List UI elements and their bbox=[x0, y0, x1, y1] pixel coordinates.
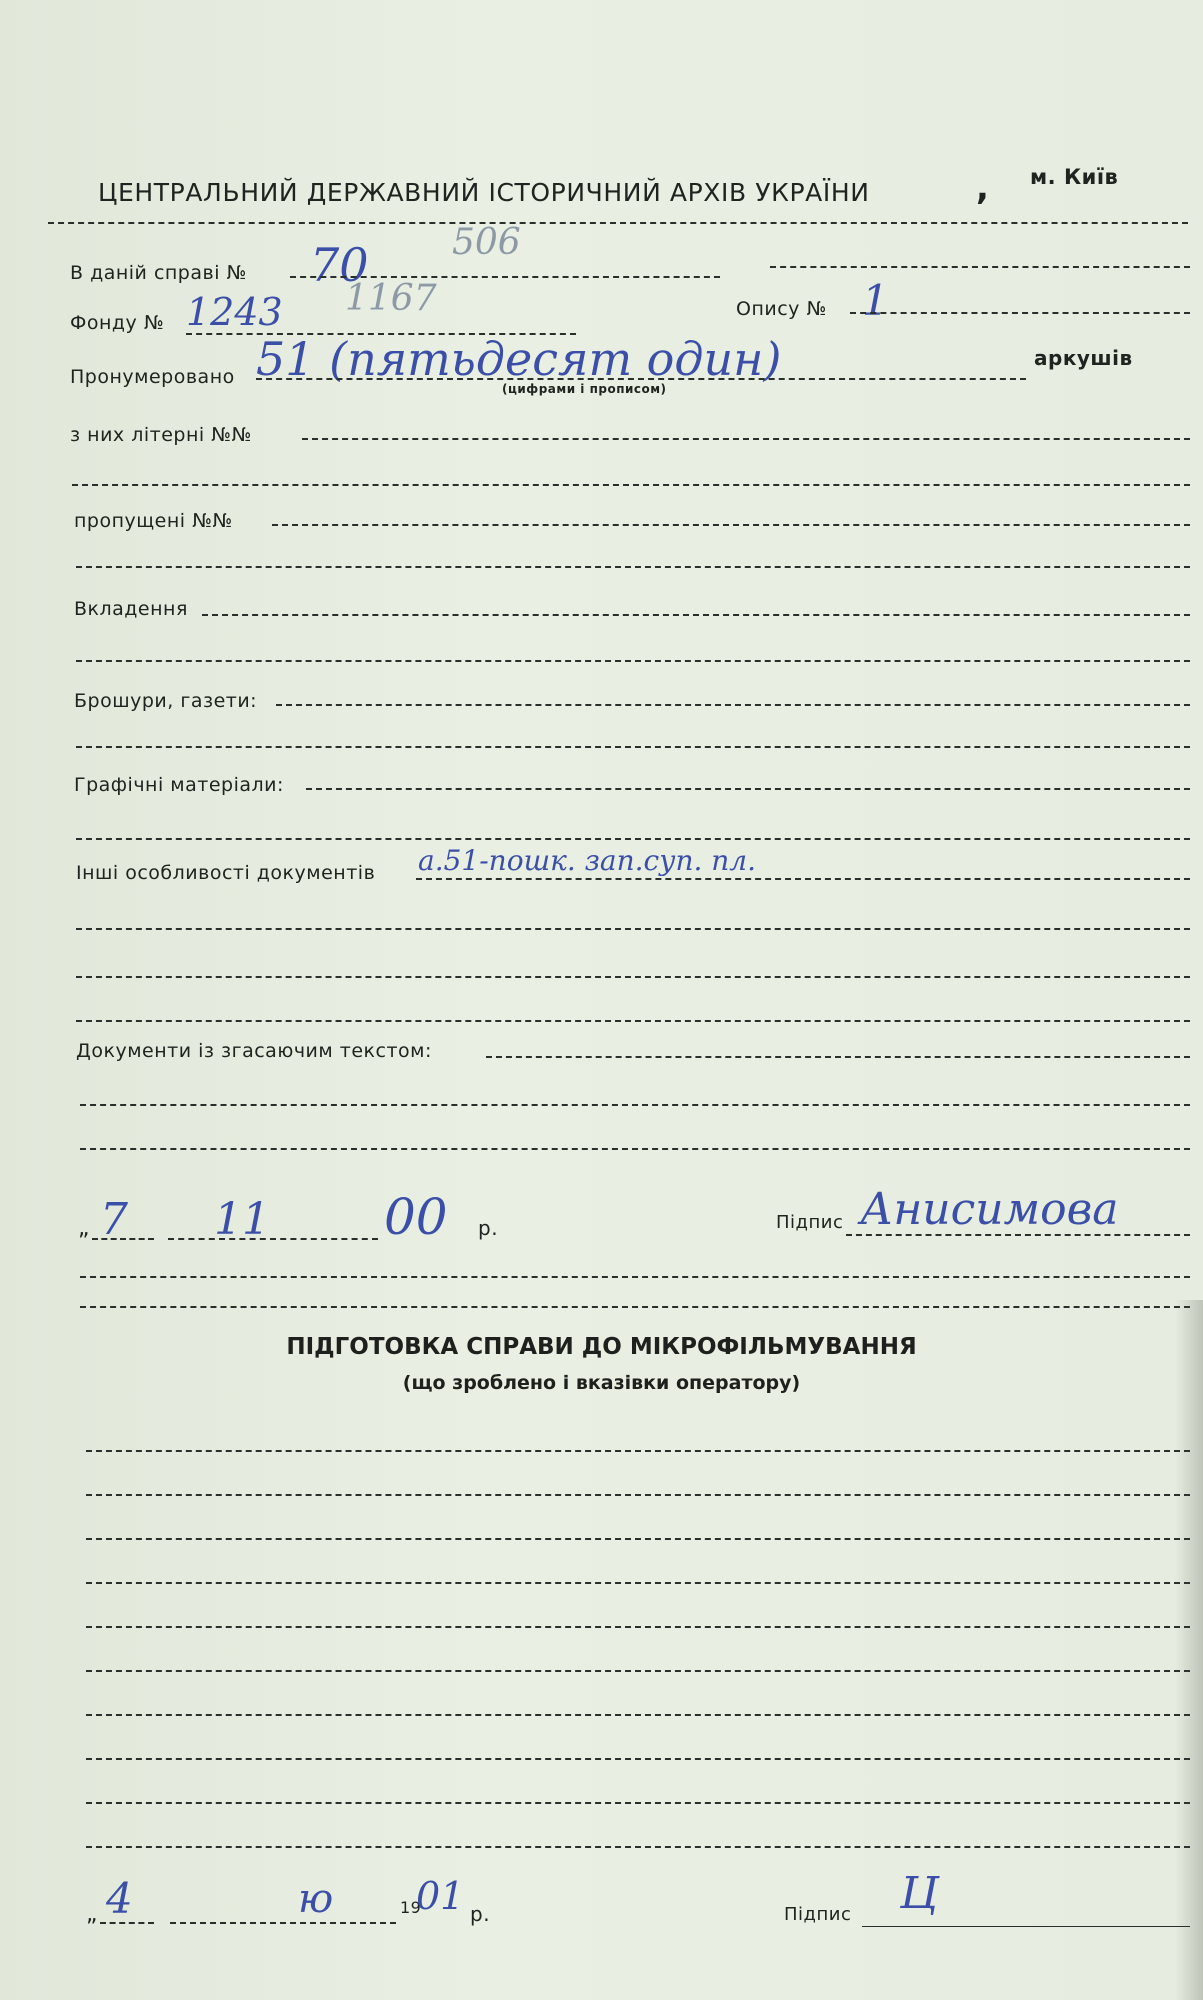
case-number-pencil: 506 bbox=[452, 222, 521, 263]
letter-numbers-rule bbox=[302, 438, 1190, 440]
date2-year-hand: 01 bbox=[416, 1874, 465, 1918]
date2-month: ю bbox=[298, 1876, 334, 1922]
date2-day: 4 bbox=[106, 1874, 133, 1923]
sign1-label: Підпис bbox=[776, 1212, 844, 1233]
fond-number: 1243 bbox=[186, 290, 283, 334]
date2-year-printed: 19 bbox=[400, 1898, 422, 1917]
instructions-rule-9 bbox=[86, 1802, 1190, 1804]
sign2-value: Ц bbox=[900, 1868, 939, 1919]
paper-fold-shadow bbox=[1175, 1300, 1203, 2000]
date1-year-suffix: р. bbox=[478, 1216, 499, 1240]
numbered-rule bbox=[256, 378, 1026, 380]
city-label: м. Київ bbox=[1030, 165, 1119, 189]
brochures-label: Брошури, газети: bbox=[74, 690, 258, 712]
archive-name: ЦЕНТРАЛЬНИЙ ДЕРЖАВНИЙ ІСТОРИЧНИЙ АРХІВ УКРАЇНИ bbox=[98, 178, 870, 207]
skipped-rule bbox=[272, 524, 1190, 526]
attachments-rule-2 bbox=[76, 660, 1190, 662]
skipped-rule-2 bbox=[76, 566, 1190, 568]
date2-quote-mark: „ bbox=[86, 1902, 98, 1927]
sheets-label: аркушів bbox=[1034, 346, 1133, 370]
date-quote-mark: „ bbox=[78, 1216, 90, 1241]
opys-label: Опису № bbox=[736, 298, 827, 320]
fading-text-label: Документи із згасаючим текстом: bbox=[76, 1040, 432, 1062]
other-features-label: Інші особливості документів bbox=[76, 862, 376, 884]
instructions-rule-8 bbox=[86, 1758, 1190, 1760]
date2-year-suffix: р. bbox=[470, 1902, 491, 1926]
opys-rule bbox=[850, 312, 1190, 314]
date1-year: 00 bbox=[384, 1188, 448, 1246]
date1-month-rule bbox=[168, 1238, 378, 1240]
fond-label: Фонду № bbox=[70, 312, 165, 334]
date1-month: 11 bbox=[214, 1194, 270, 1245]
sign1-rule bbox=[846, 1234, 1190, 1236]
graphic-rule bbox=[306, 788, 1190, 790]
other-features-rule-4 bbox=[76, 1020, 1190, 1022]
brochures-rule bbox=[276, 704, 1190, 706]
instructions-rule-1 bbox=[86, 1450, 1190, 1452]
fading-text-rule-3 bbox=[80, 1148, 1190, 1150]
microfilming-title: ПІДГОТОВКА СПРАВИ ДО МІКРОФІЛЬМУВАННЯ bbox=[286, 1334, 917, 1360]
sign2-rule bbox=[862, 1926, 1190, 1927]
other-features-value: а.51-пошк. зап.суп. пл. bbox=[418, 844, 757, 877]
graphic-rule-2 bbox=[76, 838, 1190, 840]
case-label: В даній справі № bbox=[70, 262, 247, 284]
date1-day: 7 bbox=[100, 1194, 128, 1245]
numbered-label: Пронумеровано bbox=[70, 366, 235, 388]
instructions-rule-4 bbox=[86, 1582, 1190, 1584]
fond-number-pencil: 1167 bbox=[345, 278, 437, 319]
header-separator: , bbox=[976, 168, 990, 208]
other-features-rule bbox=[416, 878, 1190, 880]
section-rule-2 bbox=[80, 1306, 1190, 1308]
instructions-rule-7 bbox=[86, 1714, 1190, 1716]
opys-number: 1 bbox=[862, 276, 889, 325]
brochures-rule-2 bbox=[76, 746, 1190, 748]
date1-day-rule bbox=[92, 1238, 154, 1240]
section-rule-1 bbox=[80, 1276, 1190, 1278]
header-rule bbox=[48, 222, 1188, 224]
sign2-label: Підпис bbox=[784, 1904, 852, 1925]
instructions-rule-2 bbox=[86, 1494, 1190, 1496]
letter-numbers-label: з них літерні №№ bbox=[70, 424, 252, 446]
letter-numbers-rule-2 bbox=[72, 484, 1190, 486]
fading-text-rule-2 bbox=[80, 1104, 1190, 1106]
numbered-value: 51 (пятьдесят один) bbox=[256, 332, 782, 386]
numbered-hint: (цифрами і прописом) bbox=[502, 382, 667, 396]
instructions-rule-5 bbox=[86, 1626, 1190, 1628]
other-features-rule-3 bbox=[76, 976, 1190, 978]
case-rule-2 bbox=[770, 266, 1190, 268]
other-features-rule-2 bbox=[76, 928, 1190, 930]
instructions-rule-3 bbox=[86, 1538, 1190, 1540]
graphic-label: Графічні матеріали: bbox=[74, 774, 284, 796]
sign1-value: Анисимова bbox=[860, 1184, 1119, 1235]
date2-day-rule bbox=[100, 1922, 154, 1924]
fading-text-rule bbox=[486, 1056, 1190, 1058]
attachments-label: Вкладення bbox=[74, 598, 188, 620]
attachments-rule bbox=[202, 614, 1190, 616]
microfilming-subtitle: (що зроблено і вказівки оператору) bbox=[402, 1372, 801, 1394]
skipped-label: пропущені №№ bbox=[74, 510, 233, 532]
case-number: 70 bbox=[310, 238, 369, 292]
date2-month-rule bbox=[170, 1922, 396, 1924]
instructions-rule-6 bbox=[86, 1670, 1190, 1672]
instructions-rule-10 bbox=[86, 1846, 1190, 1848]
